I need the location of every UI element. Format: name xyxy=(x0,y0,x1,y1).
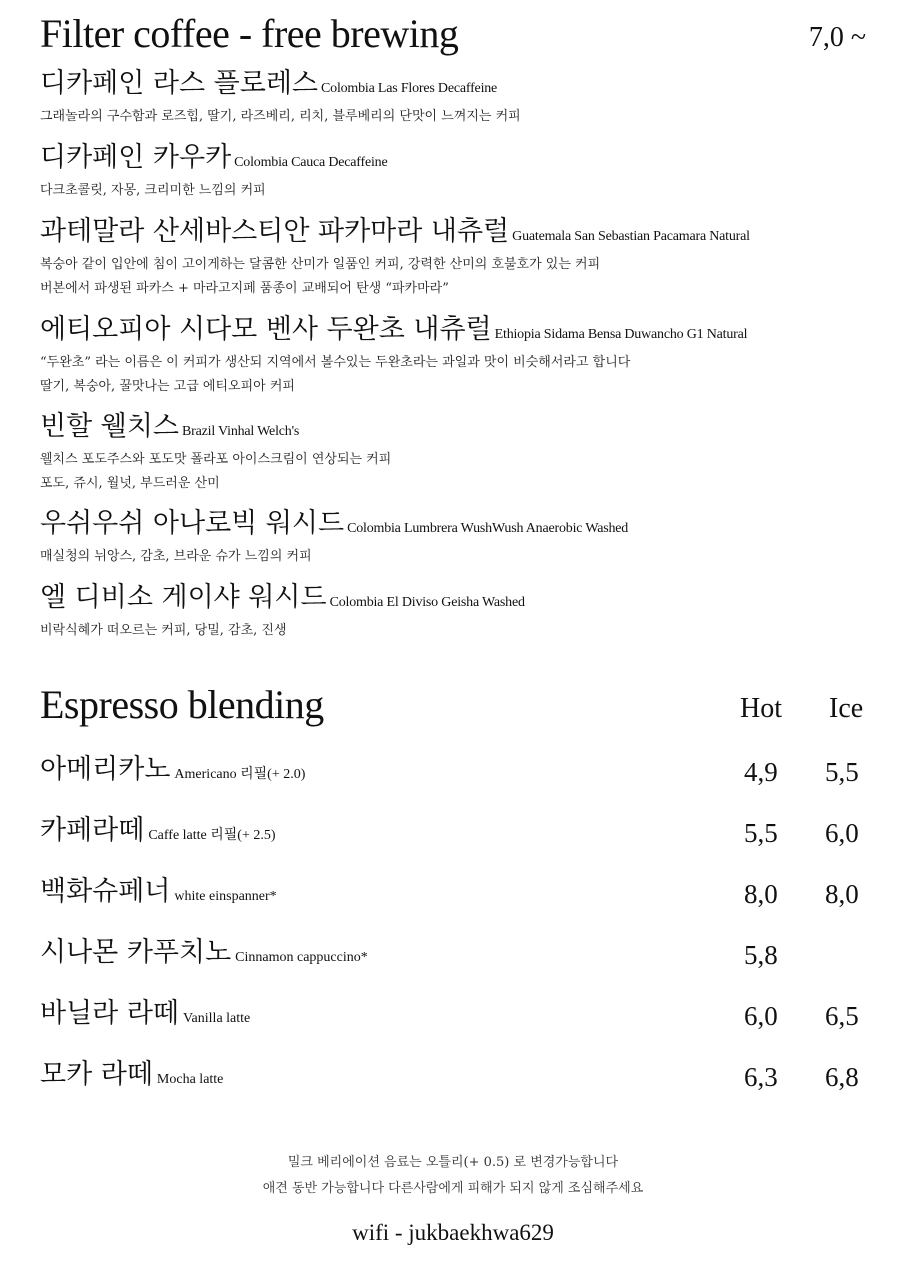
hot-price: 5,8 xyxy=(744,940,778,970)
coffee-name-ko: 우쉬우쉬 아나로빅 워시드 xyxy=(40,508,345,539)
ice-column-header: Ice xyxy=(829,693,864,724)
item-name-ko: 카페라떼 xyxy=(40,815,145,846)
ice-price: 8,0 xyxy=(825,879,859,909)
hot-price: 4,9 xyxy=(744,757,778,787)
coffee-name xyxy=(40,68,880,105)
coffee-item-duwancho xyxy=(40,314,880,399)
coffee-item-las-flores xyxy=(40,68,880,129)
coffee-desc: 복숭아 같이 입안에 침이 고이게하는 달콤한 산미가 일품인 커피, 강력한 산미의 호불호가 있는 커피 xyxy=(40,257,601,272)
coffee-item-geisha xyxy=(40,582,880,643)
espresso-item-einspanner xyxy=(40,874,866,914)
coffee-desc: 그래놀라의 구수함과 로즈힙, 딸기, 라즈베리, 리치, 블루베리의 단맛이 느껴지는 커피 xyxy=(40,109,521,124)
item-name-ko: 바닐라 라떼 xyxy=(40,998,179,1029)
coffee-item-wushwush xyxy=(40,508,880,569)
coffee-desc: 포도, 쥬시, 월넛, 부드러운 산미 xyxy=(40,476,220,491)
coffee-desc: “두완초” 라는 이름은 이 커피가 생산되 지역에서 볼수있는 두완초라는 과일과 맛이 비슷해서라고 합니다 xyxy=(40,355,631,370)
coffee-name-en: Colombia Las Flores Decaffeine xyxy=(321,81,498,96)
coffee-name-ko: 디카페인 카우카 xyxy=(40,142,232,173)
hot-price: 8,0 xyxy=(744,879,778,909)
coffee-name xyxy=(40,216,880,253)
coffee-name-ko: 에티오피아 시다모 벤사 두완초 내츄럴 xyxy=(40,314,492,345)
hot-column-header: Hot xyxy=(740,693,782,724)
coffee-name xyxy=(40,142,880,179)
coffee-name-en: Guatemala San Sebastian Pacamara Natural xyxy=(512,229,750,244)
item-name-ko: 백화슈페너 xyxy=(40,876,171,907)
coffee-desc: 버본에서 파생된 파카스 + 마라고지페 품종이 교배되어 탄생 “파카마라” xyxy=(40,281,449,296)
espresso-item-vanilla-latte xyxy=(40,996,866,1036)
coffee-desc: 딸기, 복숭아, 꿀맛나는 고급 에티오피아 커피 xyxy=(40,379,295,394)
item-name-en: Mocha latte xyxy=(156,1072,224,1087)
hot-price: 6,3 xyxy=(744,1062,778,1092)
item-name-en: white einspanner* xyxy=(174,889,277,904)
coffee-item-pacamara xyxy=(40,216,880,301)
coffee-name-ko: 엘 디비소 게이샤 워시드 xyxy=(40,582,327,613)
coffee-desc: 웰치스 포도주스와 포도맛 폴라포 아이스크림이 연상되는 커피 xyxy=(40,452,392,467)
coffee-name xyxy=(40,314,880,351)
ice-price: 6,0 xyxy=(825,818,859,848)
espresso-item-americano xyxy=(40,752,866,792)
filter-coffee-price: 7,0 ~ xyxy=(808,22,866,53)
hot-price: 5,5 xyxy=(744,818,778,848)
wifi-info: wifi - jukbaekhwa629 xyxy=(352,1220,554,1245)
ice-price: 5,5 xyxy=(825,757,859,787)
item-name-en: Caffe latte 리필(+ 2.5) xyxy=(148,828,276,843)
coffee-name-en: Colombia El Diviso Geisha Washed xyxy=(329,595,525,610)
coffee-desc: 비락식혜가 떠오르는 커피, 당밀, 감초, 진생 xyxy=(40,623,287,638)
coffee-item-welchs xyxy=(40,411,880,496)
item-name-ko: 아메리카노 xyxy=(40,754,171,785)
item-name-en: Vanilla latte xyxy=(183,1011,251,1026)
espresso-item-cinnamon-cappuccino xyxy=(40,935,866,975)
espresso-title: Espresso blending xyxy=(40,682,324,727)
coffee-name-ko: 빈할 웰치스 xyxy=(40,411,179,442)
espresso-item-mocha-latte xyxy=(40,1057,866,1097)
oat-milk-note: 밀크 베리에이션 음료는 오틀리(+ 0.5) 로 변경가능합니다 xyxy=(287,1155,619,1170)
coffee-name xyxy=(40,582,880,619)
coffee-name-en: Colombia Cauca Decaffeine xyxy=(234,155,388,170)
ice-price: 6,5 xyxy=(825,1001,859,1031)
filter-coffee-title: Filter coffee - free brewing xyxy=(40,11,459,56)
coffee-item-cauca xyxy=(40,142,880,203)
pet-friendly-note: 애견 동반 가능합니다 다른사람에게 피해가 되지 않게 조심해주세요 xyxy=(262,1181,644,1196)
coffee-name-en: Colombia Lumbrera WushWush Anaerobic Washed xyxy=(347,521,629,536)
coffee-name-en: Brazil Vinhal Welch's xyxy=(182,424,300,439)
item-name-ko: 모카 라떼 xyxy=(40,1059,153,1090)
coffee-name-ko: 과테말라 산세바스티안 파카마라 내츄럴 xyxy=(40,216,510,247)
coffee-desc: 다크초콜릿, 자몽, 크리미한 느낌의 커피 xyxy=(40,183,266,198)
hot-price: 6,0 xyxy=(744,1001,778,1031)
espresso-item-caffe-latte xyxy=(40,813,866,853)
coffee-name-en: Ethiopia Sidama Bensa Duwancho G1 Natural xyxy=(494,327,748,342)
coffee-name-ko: 디카페인 라스 플로레스 xyxy=(40,68,318,99)
coffee-desc: 매실청의 뉘앙스, 감초, 브라운 슈가 느낌의 커피 xyxy=(40,549,312,564)
item-name-en: Americano 리필(+ 2.0) xyxy=(174,767,306,782)
ice-price: 6,8 xyxy=(825,1062,859,1092)
coffee-name xyxy=(40,508,880,545)
item-name-ko: 시나몬 카푸치노 xyxy=(40,937,232,968)
item-name-en: Cinnamon cappuccino* xyxy=(235,950,368,965)
coffee-name xyxy=(40,411,880,448)
